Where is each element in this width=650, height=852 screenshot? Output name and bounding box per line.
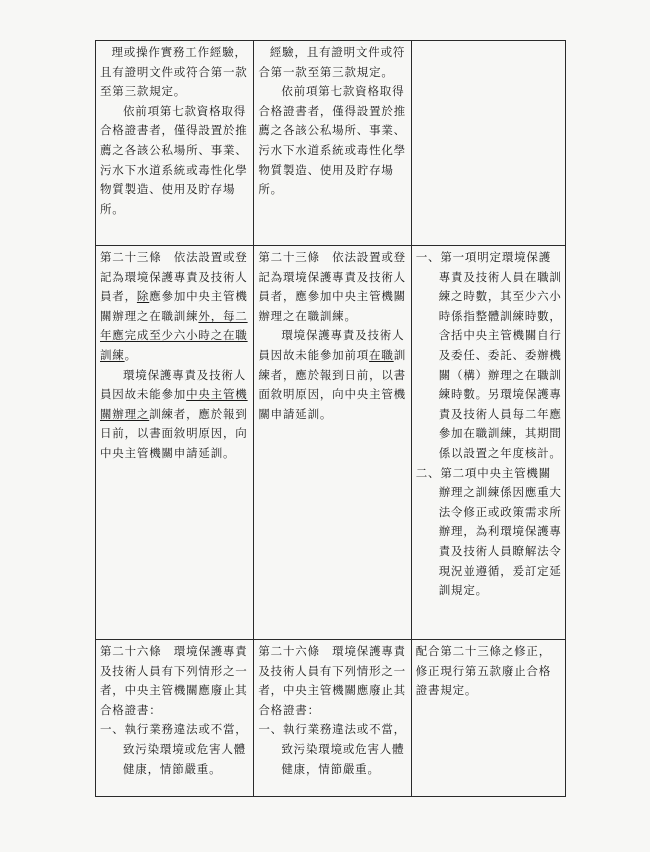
explanation-item: 一、第一項明定環境保護專責及技術人員在職訓練之時數，其至少六小時係指整體訓練時數，含括中央主管機關自行及委任、委託、委辦機關（構）辦理之在職訓練時數。另環境保護專責及技術人員每二年應參加在職訓練，其期間係以設置之年度核計。 bbox=[415, 250, 562, 460]
table-row bbox=[96, 246, 566, 640]
underlined-text: 外，每二年應完成至少六小時之在職訓練 bbox=[100, 308, 248, 362]
continued-text: 理或操作實務工作經驗，且有證明文件或符合第一款至第三款規定。 bbox=[100, 45, 248, 99]
article-23-paragraph-2 bbox=[258, 326, 407, 424]
current-text-cell bbox=[254, 246, 411, 640]
text-run: 應參加中央主管機關辦理之在職訓練 bbox=[100, 289, 248, 323]
paragraph: 依前項第七款資格取得合格證書者，僅得設置於推薦之各該公私場所、事業、污水下水道系統或毒性化學物質製造、使用及貯存場所。 bbox=[100, 103, 248, 216]
explanation-cell bbox=[411, 41, 565, 246]
amended-text-cell bbox=[96, 41, 254, 246]
text-run: 。 bbox=[124, 347, 137, 362]
text-run: 環境保護專責及技術人員因故未能參加 bbox=[100, 367, 246, 402]
explanation-cell bbox=[411, 246, 565, 640]
article-26-paragraph: 第二十六條 環境保護專責及技術人員有下列情形之一者，中央主管機關應廢止其合格證書： bbox=[258, 644, 406, 717]
current-text-cell bbox=[254, 640, 411, 797]
explanation-item: 二、第二項中央主管機關辦理之訓練係因應重大法令修正或政策需求所辦理，為利環境保護專責及技術人員瞭解法令現況並遵循，爰訂定延訓規定。 bbox=[415, 465, 562, 598]
underlined-text: 在職 bbox=[369, 347, 394, 362]
table-row bbox=[96, 41, 566, 246]
amended-text-cell bbox=[96, 640, 254, 797]
article-23-paragraph-1: 第二十三條 依法設置或登記為環境保護專責及技術人員者，應參加中央主管機關辦理之在職訓練。 bbox=[258, 250, 406, 323]
paragraph: 依前項第七款資格取得合格證書者，僅得設置於推薦之各該公私場所、事業、污水下水道系統或毒性化學物質製造、使用及貯存場所。 bbox=[258, 84, 406, 197]
underlined-text: 中央主管機關辦理之 bbox=[100, 387, 248, 421]
article-23-paragraph-2 bbox=[100, 366, 250, 464]
continued-text: 經驗，且有證明文件或符合第一款至第三款規定。 bbox=[258, 45, 406, 79]
explanation-text: 配合第二十三條之修正，修正現行第五款廢止合格證書規定。 bbox=[415, 644, 552, 698]
underlined-text: 除 bbox=[136, 289, 150, 304]
text-run: 訓練者，應於報到日前，以書面敘明原因，向中央主管機關申請延訓。 bbox=[258, 347, 406, 421]
article-23-paragraph-1 bbox=[100, 248, 250, 366]
table-row bbox=[96, 640, 566, 797]
current-text-cell bbox=[254, 41, 411, 246]
explanation-cell bbox=[411, 640, 565, 797]
amended-text-cell bbox=[96, 246, 254, 640]
text-run: 第二十三條 依法設置或登記為環境保護專責及技術人員者， bbox=[100, 250, 248, 304]
list-item: 一、執行業務違法或不當，致污染環境或危害人體健康，情節嚴重。 bbox=[258, 722, 406, 776]
article-26-paragraph: 第二十六條 環境保護專責及技術人員有下列情形之一者，中央主管機關應廢止其合格證書： bbox=[100, 644, 248, 717]
text-run: 訓練者，應於報到日前，以書面敘明原因，向中央主管機關申請延訓。 bbox=[100, 406, 248, 460]
text-run: 環境保護專責及技術人員因故未能參加前項 bbox=[258, 328, 405, 362]
list-item: 一、執行業務違法或不當，致污染環境或危害人體健康，情節嚴重。 bbox=[100, 722, 248, 776]
comparison-table bbox=[95, 40, 566, 797]
